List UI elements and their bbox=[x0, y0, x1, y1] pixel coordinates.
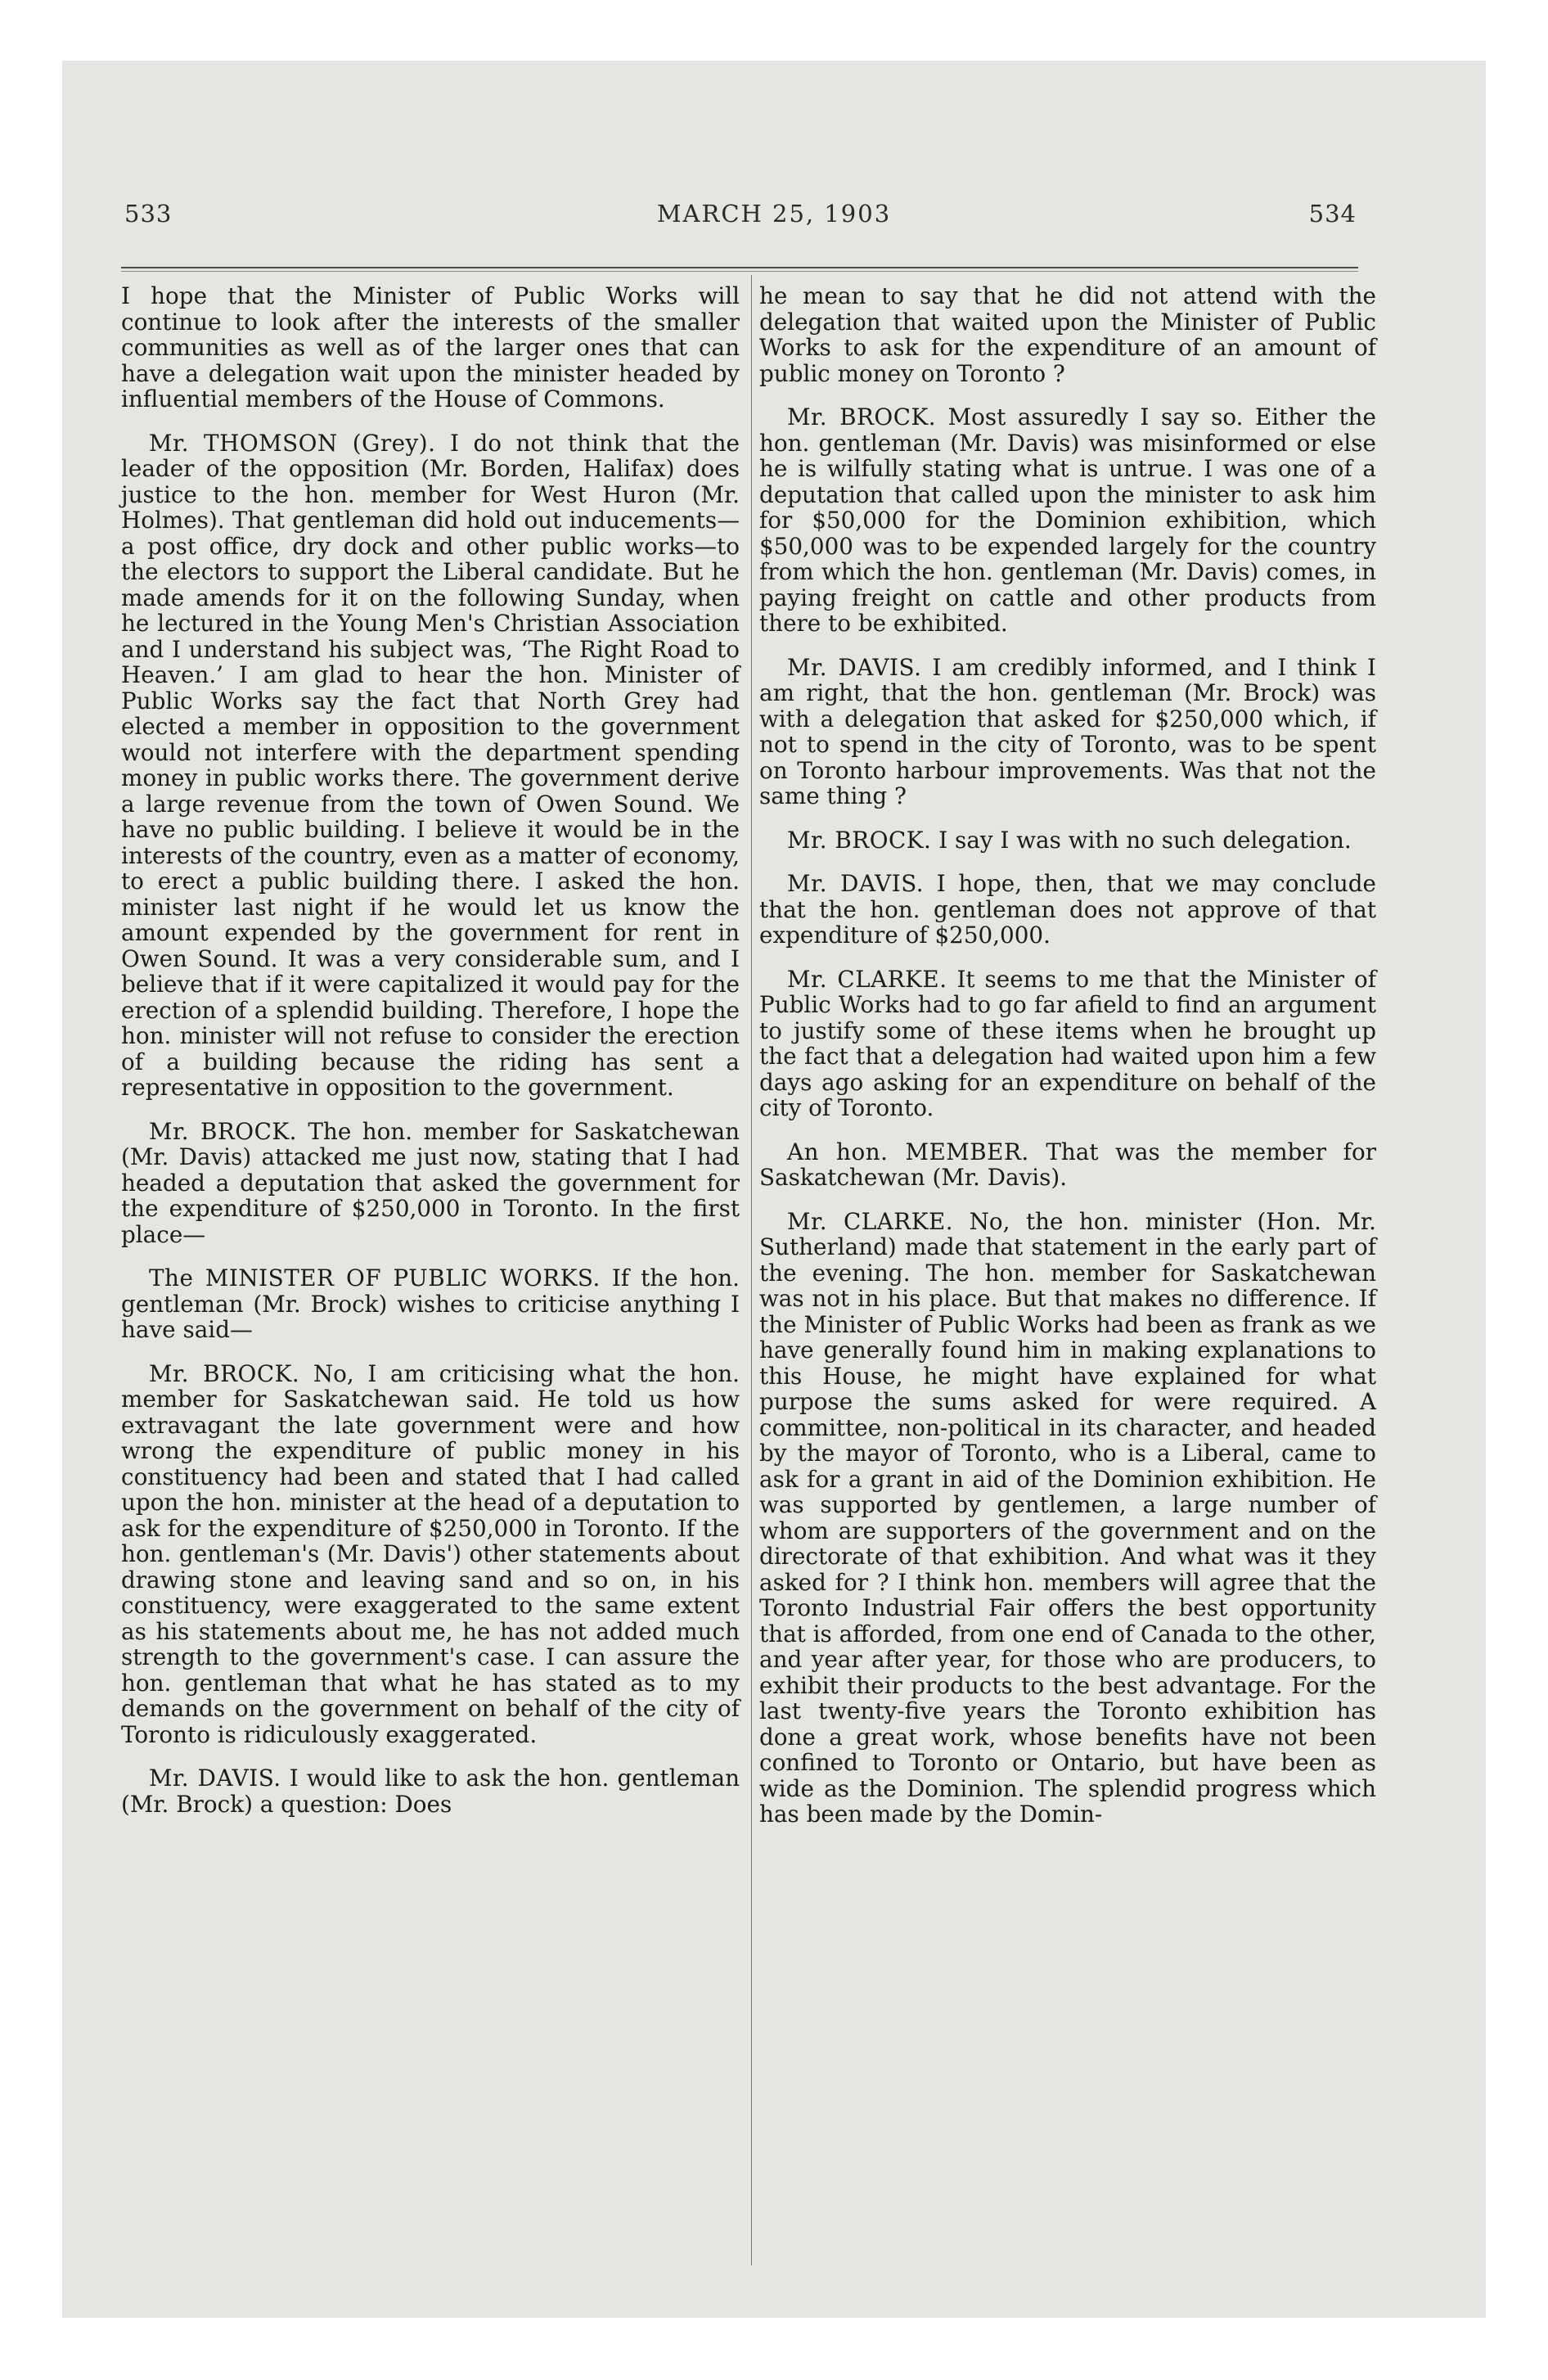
speech-text: Most assuredly I say so. Either the hon. gentleman (Mr. Davis) was misinformed or else he is wilfully stating what is untrue. I was one of a deputation that called upon the minister to ask him for $50,000 for the Dominion exhibition, which $50,000 was to be expended largely for the country from which the hon. gentleman (Mr. Davis) comes, in paying freight on cattle and other products from there to be exhibited. bbox=[759, 403, 1376, 637]
left-column bbox=[121, 283, 740, 1835]
paragraph bbox=[121, 283, 740, 412]
speech bbox=[121, 1265, 740, 1343]
speech bbox=[759, 1139, 1376, 1191]
speech bbox=[121, 1765, 740, 1817]
paragraph-text: I hope that the Minister of Public Works will continue to look after the interests of the smaller communities as well as of the larger ones that can have a delegation wait upon the minister headed by influential members of the House of Commons. bbox=[121, 282, 740, 412]
header-rule-thin bbox=[121, 271, 1358, 272]
speaker-name: Mr. BROCK. bbox=[149, 1117, 297, 1145]
column-divider bbox=[751, 275, 752, 2265]
speech bbox=[759, 871, 1376, 949]
speech bbox=[759, 967, 1376, 1121]
speech bbox=[759, 655, 1376, 809]
speech-text: I would like to ask the hon. gentleman (Mr. Brock) a question: Does bbox=[121, 1765, 740, 1818]
header-rule bbox=[121, 267, 1358, 268]
speech-text: I do not think that the leader of the opposition (Mr. Borden, Halifax) does justice to the hon. member for West Huron (Mr. Holmes). That gentleman did hold out inducements—a post office, dry dock and other public works—to the electors to support the Liberal candidate. But he made amends for it on the following Sunday, when he lectured in the Young Men's Christian Association and I understand his subject was, ‘The Right Road to Heaven.’ I am glad to hear the hon. Minister of Public Works say the fact that North Grey had elected a member in opposition to the government would not interfere with the department spending money in public works there. The government derive a large revenue from the town of Owen Sound. We have no public building. I believe it would be in the interests of the country, even as a matter of economy, to erect a public building there. I asked the hon. minister last night if he would let us know the amount expended by the government for rent in Owen Sound. It was a very considerable sum, and I believe that if it were capitalized it would pay for the erection of a splendid building. Therefore, I hope the hon. minister will not refuse to consider the erection of a building because the riding has sent a representative in opposition to the government. bbox=[121, 429, 740, 1101]
speaker-name: Mr. CLARKE. bbox=[787, 965, 947, 993]
speech-text: The hon. member for Saskatchewan (Mr. Davis) attacked me just now, stating that I had headed a deputation that asked the government for the expenditure of $250,000 in Toronto. In the first place— bbox=[121, 1117, 740, 1248]
left-page-number: 533 bbox=[124, 200, 173, 228]
right-column bbox=[759, 283, 1376, 1846]
speech bbox=[759, 1209, 1376, 1828]
speech-text: No, I am criticising what the hon. member for Saskatchewan said. He told us how extravagant the late government were and how wrong the expenditure of public money in his constituency had been and stated that I had called upon the hon. minister at the head of a deputation to ask for the expenditure of $250,000 in Toronto. If the hon. gentleman's (Mr. Davis') other statements about drawing stone and leaving sand and so on, in his constituency, were exaggerated to the same extent as his statements about me, he has not added much strength to the government's case. I can assure the hon. gentleman that what he has stated as to my demands on the government on behalf of the city of Toronto is ridiculously exaggerated. bbox=[121, 1359, 740, 1748]
speaker-name: Mr. BROCK. bbox=[149, 1359, 300, 1387]
speech-text: If the hon. gentleman (Mr. Brock) wishes to criticise anything I have said— bbox=[121, 1264, 740, 1343]
speech-text: I hope, then, that we may conclude that the hon. gentleman does not approve of that expenditure of $250,000. bbox=[759, 870, 1376, 949]
paragraph bbox=[759, 283, 1376, 386]
speech bbox=[759, 827, 1376, 854]
speech bbox=[121, 430, 740, 1101]
speaker-name: Mr. THOMSON (Grey). bbox=[149, 429, 436, 457]
speaker-name: Mr. BROCK. bbox=[787, 826, 932, 854]
paragraph-text: he mean to say that he did not attend with the delegation that waited upon the Minister of Public Works to ask for the expenditure of an amount of public money on Toronto ? bbox=[759, 282, 1376, 387]
speaker-name: Mr. BROCK. bbox=[787, 403, 937, 430]
speech-text: No, the hon. minister (Hon. Mr. Sutherland) made that statement in the early part of the evening. The hon. member for Saskatchewan was not in his place. But that makes no difference. If the Minister of Public Works had been as frank as we have generally found him in making explanations to this House, he might have explained for what purpose the sums asked for were required. A committee, non-political in its character, and headed by the mayor of Toronto, who is a Liberal, came to ask for a grant in aid of the Dominion exhibition. He was supported by gentlemen, a large number of whom are supporters of the government and on the directorate of that exhibition. And what was it they asked for ? I think hon. members will agree that the Toronto Industrial Fair offers the best opportunity that is afforded, from one end of Canada to the other, and year after year, for those who are producers, to exhibit their products to the best advantage. For the last twenty-five years the Toronto exhibition has done a great work, whose benefits have not been confined to Toronto or Ontario, but have been as wide as the Dominion. The splendid progress which has been made by the Domin- bbox=[759, 1207, 1376, 1828]
speech-text: I say I was with no such delegation. bbox=[938, 826, 1352, 854]
speech-text: That was the member for Saskatchewan (Mr. Davis). bbox=[759, 1138, 1376, 1191]
speech-text: I am credibly informed, and I think I am right, that the hon. gentleman (Mr. Brock) was with a delegation that asked for $250,000 which, if not to spend in the city of Toronto, was to be spent on Toronto harbour improvements. Was that not the same thing ? bbox=[759, 653, 1376, 809]
right-page-number: 534 bbox=[1308, 200, 1357, 228]
speech bbox=[121, 1119, 740, 1248]
speaker-name: Mr. DAVIS. bbox=[149, 1765, 281, 1792]
speaker-name: An hon. MEMBER. bbox=[787, 1138, 1029, 1165]
speaker-name: Mr. DAVIS. bbox=[787, 870, 925, 897]
speaker-name: The MINISTER OF PUBLIC WORKS. bbox=[149, 1264, 601, 1291]
speaker-name: Mr. CLARKE. bbox=[787, 1207, 954, 1235]
speech-text: It seems to me that the Minister of Public Works had to go far afield to find an argument to justify some of these items when he brought up the fact that a delegation had waited upon him a few days ago asking for an expenditure on behalf of the city of Toronto. bbox=[759, 965, 1376, 1121]
speech bbox=[121, 1361, 740, 1748]
speaker-name: Mr. DAVIS. bbox=[787, 653, 922, 681]
page-header bbox=[0, 200, 1548, 232]
page-date: MARCH 25, 1903 bbox=[656, 200, 892, 228]
speech bbox=[759, 404, 1376, 637]
